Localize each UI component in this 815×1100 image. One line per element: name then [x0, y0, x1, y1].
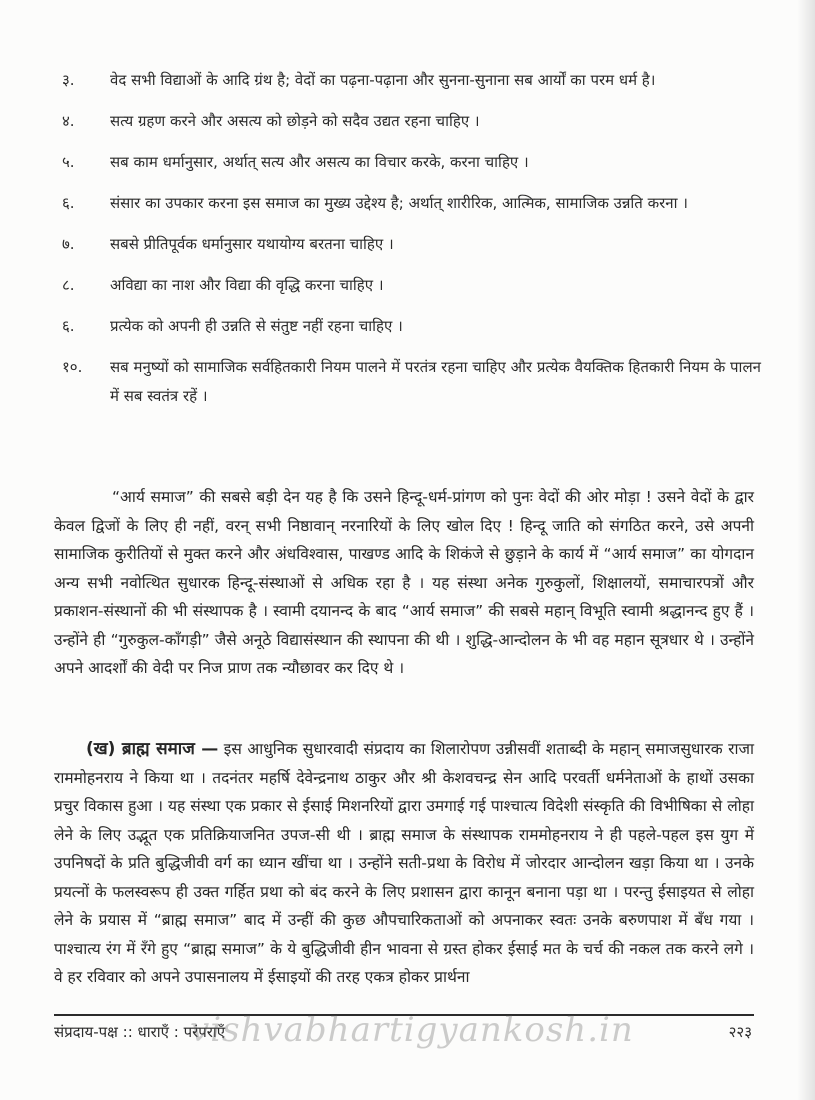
principles-list	[62, 66, 762, 423]
running-footer-title: संप्रदाय-पक्ष :: धाराएँ : परंपराएँ	[54, 1023, 226, 1041]
list-item	[62, 312, 762, 341]
list-item-text: प्रत्येक को अपनी ही उन्नति से संतुष्ट नहीं रहना चाहिए ।	[110, 317, 403, 335]
list-item	[62, 107, 762, 136]
brahmo-samaj-text: इस आधुनिक सुधारवादी संप्रदाय का शिलारोपण उन्नीसवीं शताब्दी के महान् समाजसुधारक राजा राममोहनराय ने किया था । तदनंतर महर्षि देवेन्द्रनाथ ठाकुर और श्री केशवचन्द्र सेन आदि परवर्ती धर्मनेताओं के हाथों उसका प्रचुर विकास हुआ । यह संस्था एक प्रकार से ईसाई मिशनरियों द्वारा उमगाई गई पाश्चात्य विदेशी संस्कृति की विभीषिका से लोहा लेने के लिए उद्भूत एक प्रतिक्रियाजनित उपज-सी थी । ब्राह्म समाज के संस्थापक राममोहनराय ने ही पहले-पहल इस युग में उपनिषदों के प्रति बुद्धिजीवी वर्ग का ध्यान खींचा था । उन्होंने सती-प्रथा के विरोध में जोरदार आन्दोलन खड़ा किया था । उनके प्रयत्नों के फलस्वरूप ही उक्त गर्हित प्रथा को बंद करने के लिए प्रशासन द्वारा कानून बनाना पड़ा था । परन्तु ईसाइयत से लोहा लेने के प्रयास में “ब्राह्म समाज” बाद में उन्हीं की कुछ औपचारिकताओं को अपनाकर स्वतः उनके बरुणपाश में बँध गया । पाश्चात्य रंग में रँगे हुए “ब्राह्म समाज” के ये बुद्धिजीवी हीन भावना से ग्रस्त होकर ईसाई मत के चर्च की नकल तक करने लगे । वे हर रविवार को अपने उपासनालय में ईसाइयों की तरह एकत्र होकर प्रार्थना	[54, 740, 754, 986]
list-item-number: ६.	[62, 194, 75, 212]
list-item-number: ८.	[62, 276, 75, 294]
list-item	[62, 271, 762, 300]
list-item	[62, 230, 762, 259]
arya-samaj-paragraph: “आर्य समाज” की सबसे बड़ी देन यह है कि उसने हिन्दू-धर्म-प्रांगण को पुनः वेदों की ओर मोड़ा ! उसने वेदों के द्वार केवल द्विजों के लिए ही नहीं, वरन् सभी निष्ठावान् नरनारियों के लिए खोल दिए ! हिन्दू जाति को संगठित करने, उसे अपनी सामाजिक कुरीतियों से मुक्त करने और अंधविश्वास, पाखण्ड आदि के शिकंजे से छुड़ाने के कार्य में “आर्य समाज” का योगदान अन्य सभी नवोत्थित सुधारक हिन्दू-संस्थाओं से अधिक रहा है । यह संस्था अनेक गुरुकुलों, शिक्षालयों, समाचारपत्रों और प्रकाशन-संस्थानों की भी संस्थापक है । स्वामी दयानन्द के बाद “आर्य समाज” की सबसे महान् विभूति स्वामी श्रद्धानन्द हुए हैं । उन्होंने ही “गुरुकुल-काँगड़ी” जैसे अनूठे विद्यासंस्थान की स्थापना की थी । शुद्धि-आन्दोलन के भी वह महान सूत्रधार थे । उन्होंने अपने आदर्शों की वेदी पर निज प्राण तक न्यौछावर कर दिए थे ।	[54, 488, 754, 677]
list-item-text: सब काम धर्मानुसार, अर्थात् सत्य और असत्य का विचार करके, करना चाहिए ।	[110, 153, 529, 171]
list-item	[62, 189, 762, 218]
list-item	[62, 353, 762, 411]
list-item-number: १०.	[62, 358, 83, 376]
list-item-text: अविद्या का नाश और विद्या की वृद्धि करना चाहिए ।	[110, 276, 384, 294]
page-edge-shadow	[797, 0, 815, 1100]
brahmo-samaj-paragraph	[54, 735, 754, 992]
list-item-text: सबसे प्रीतिपूर्वक धर्मानुसार यथायोग्य बरतना चाहिए ।	[110, 235, 394, 253]
list-item	[62, 66, 762, 95]
list-item	[62, 148, 762, 177]
list-item-text: वेद सभी विद्याओं के आदि ग्रंथ है; वेदों का पढ़ना-पढ़ाना और सुनना-सुनाना सब आर्यों का परम धर्म है।	[110, 71, 656, 89]
section-heading: (ख) ब्राह्म समाज —	[86, 739, 219, 759]
page-number: २२३	[728, 1023, 752, 1041]
list-item-text: संसार का उपकार करना इस समाज का मुख्य उद्देश्य है; अर्थात् शारीरिक, आत्मिक, सामाजिक उन्नति करना ।	[110, 194, 688, 212]
list-item-number: ५.	[62, 153, 75, 171]
list-item-number: ६.	[62, 317, 75, 335]
watermark-text: vishvabhartigyankosh.in	[190, 1010, 634, 1050]
list-item-text: सत्य ग्रहण करने और असत्य को छोड़ने को सदैव उद्यत रहना चाहिए ।	[110, 112, 480, 130]
list-item-number: ७.	[62, 235, 75, 253]
list-item-text: सब मनुष्यों को सामाजिक सर्वहितकारी नियम पालने में परतंत्र रहना चाहिए और प्रत्येक वैयक्तिक हितकारी नियम के पालन में सब स्वतंत्र रहें ।	[110, 358, 761, 405]
list-item-number: ३.	[62, 71, 75, 89]
list-item-number: ४.	[62, 112, 75, 130]
